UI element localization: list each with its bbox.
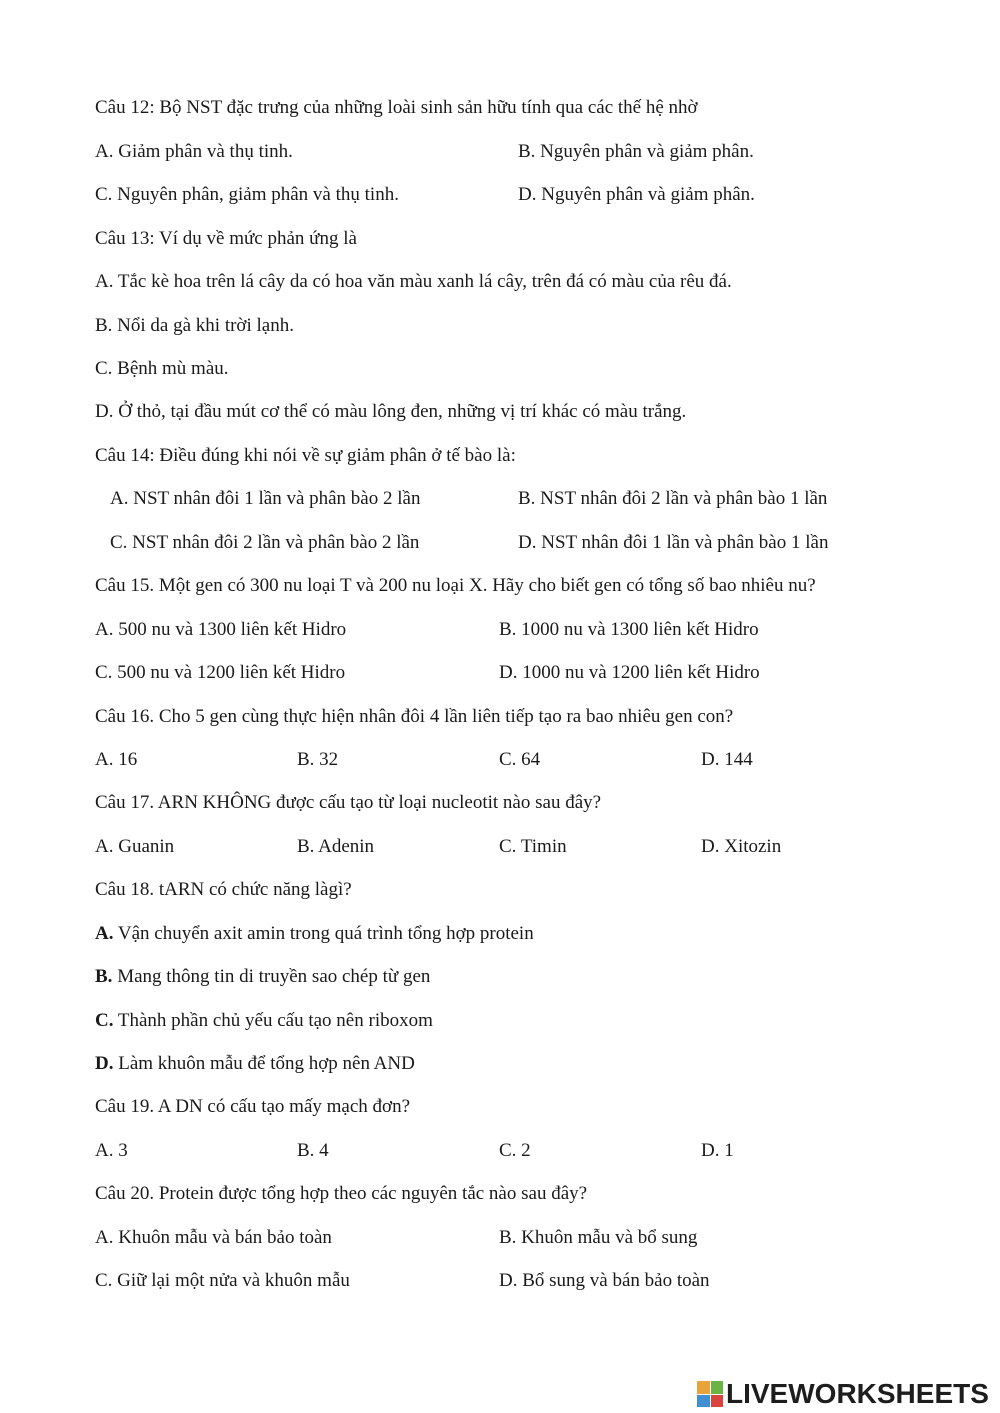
logo-square-1 <box>697 1381 710 1394</box>
q18-stem: Câu 18. tARN có chức năng làgì? <box>95 879 352 900</box>
q14-stem: Câu 14: Điều đúng khi nói về sự giảm phân ở tế bào là: <box>95 445 516 466</box>
q13-option-c: C. Bệnh mù màu. <box>95 358 229 379</box>
q16-stem: Câu 16. Cho 5 gen cùng thực hiện nhân đôi 4 lần liên tiếp tạo ra bao nhiêu gen con? <box>95 706 734 727</box>
q15-option-d: D. 1000 nu và 1200 liên kết Hidro <box>499 662 760 683</box>
liveworksheets-logo-icon <box>697 1381 723 1407</box>
q16-option-c: C. 64 <box>499 749 541 770</box>
q20-option-d: D. Bổ sung và bán bảo toàn <box>499 1270 710 1291</box>
q12-option-d: D. Nguyên phân và giảm phân. <box>518 184 755 205</box>
logo-square-3 <box>697 1395 710 1408</box>
q15-option-c: C. 500 nu và 1200 liên kết Hidro <box>95 662 346 683</box>
q14-option-a: A. NST nhân đôi 1 lần và phân bào 2 lần <box>110 488 421 509</box>
q18-option-c <box>95 1009 433 1033</box>
q12-option-b: B. Nguyên phân và giảm phân. <box>518 141 754 162</box>
q18-option-b <box>95 965 430 989</box>
q19-option-a: A. 3 <box>95 1140 128 1161</box>
q18-option-c-text: Thành phần chủ yếu cấu tạo nên riboxom <box>113 1010 433 1031</box>
logo-square-2 <box>711 1381 724 1394</box>
q18-option-d <box>95 1052 415 1076</box>
q20-stem: Câu 20. Protein được tổng hợp theo các nguyên tắc nào sau đây? <box>95 1183 588 1204</box>
q14-option-b: B. NST nhân đôi 2 lần và phân bào 1 lần <box>518 488 828 509</box>
q13-option-a: A. Tắc kè hoa trên lá cây da có hoa văn màu xanh lá cây, trên đá có màu của rêu đá. <box>95 271 732 292</box>
q14-option-c: C. NST nhân đôi 2 lần và phân bào 2 lần <box>110 532 420 553</box>
q17-stem: Câu 17. ARN KHÔNG được cấu tạo từ loại nucleotit nào sau đây? <box>95 792 602 813</box>
q17-option-b: B. Adenin <box>297 836 375 857</box>
q20-option-a: A. Khuôn mẫu và bán bảo toàn <box>95 1227 332 1248</box>
q13-option-d: D. Ở thỏ, tại đầu mút cơ thể có màu lông đen, những vị trí khác có màu trắng. <box>95 401 687 422</box>
q14-option-d: D. NST nhân đôi 1 lần và phân bào 1 lần <box>518 532 829 553</box>
q15-stem: Câu 15. Một gen có 300 nu loại T và 200 nu loại X. Hãy cho biết gen có tổng số bao nhiêu nu? <box>95 575 816 596</box>
q18-option-c-letter: C. <box>95 1010 114 1031</box>
q18-option-a-letter: A. <box>95 923 114 944</box>
q20-option-c: C. Giữ lại một nửa và khuôn mẫu <box>95 1270 350 1291</box>
liveworksheets-logo-text: LIVEWORKSHEETS <box>726 1378 989 1409</box>
q17-option-c: C. Timin <box>499 836 567 857</box>
q18-option-a-text: Vận chuyển axit amin trong quá trình tổng hợp protein <box>113 923 534 944</box>
q16-option-b: B. 32 <box>297 749 339 770</box>
q12-stem: Câu 12: Bộ NST đặc trưng của những loài sinh sản hữu tính qua các thế hệ nhờ <box>95 97 698 118</box>
q19-option-d: D. 1 <box>701 1140 734 1161</box>
q18-option-d-letter: D. <box>95 1053 114 1074</box>
q18-option-b-letter: B. <box>95 966 113 987</box>
q13-option-b: B. Nổi da gà khi trời lạnh. <box>95 315 294 336</box>
q16-option-d: D. 144 <box>701 749 753 770</box>
q12-option-c: C. Nguyên phân, giảm phân và thụ tinh. <box>95 184 399 205</box>
q16-option-a: A. 16 <box>95 749 138 770</box>
q17-option-d: D. Xitozin <box>701 836 782 857</box>
q19-option-b: B. 4 <box>297 1140 329 1161</box>
q19-stem: Câu 19. A DN có cấu tạo mấy mạch đơn? <box>95 1096 411 1117</box>
q18-option-b-text: Mang thông tin di truyền sao chép từ gen <box>112 966 431 987</box>
q18-option-d-text: Làm khuôn mẫu để tổng hợp nên AND <box>113 1053 415 1074</box>
q20-option-b: B. Khuôn mẫu và bổ sung <box>499 1227 698 1248</box>
q15-option-b: B. 1000 nu và 1300 liên kết Hidro <box>499 619 759 640</box>
q18-option-a <box>95 922 534 946</box>
liveworksheets-logo <box>697 1377 989 1411</box>
q12-option-a: A. Giảm phân và thụ tinh. <box>95 141 293 162</box>
q13-stem: Câu 13: Ví dụ về mức phản ứng là <box>95 228 357 249</box>
q17-option-a: A. Guanin <box>95 836 175 857</box>
logo-square-4 <box>711 1395 724 1408</box>
q15-option-a: A. 500 nu và 1300 liên kết Hidro <box>95 619 347 640</box>
q19-option-c: C. 2 <box>499 1140 531 1161</box>
